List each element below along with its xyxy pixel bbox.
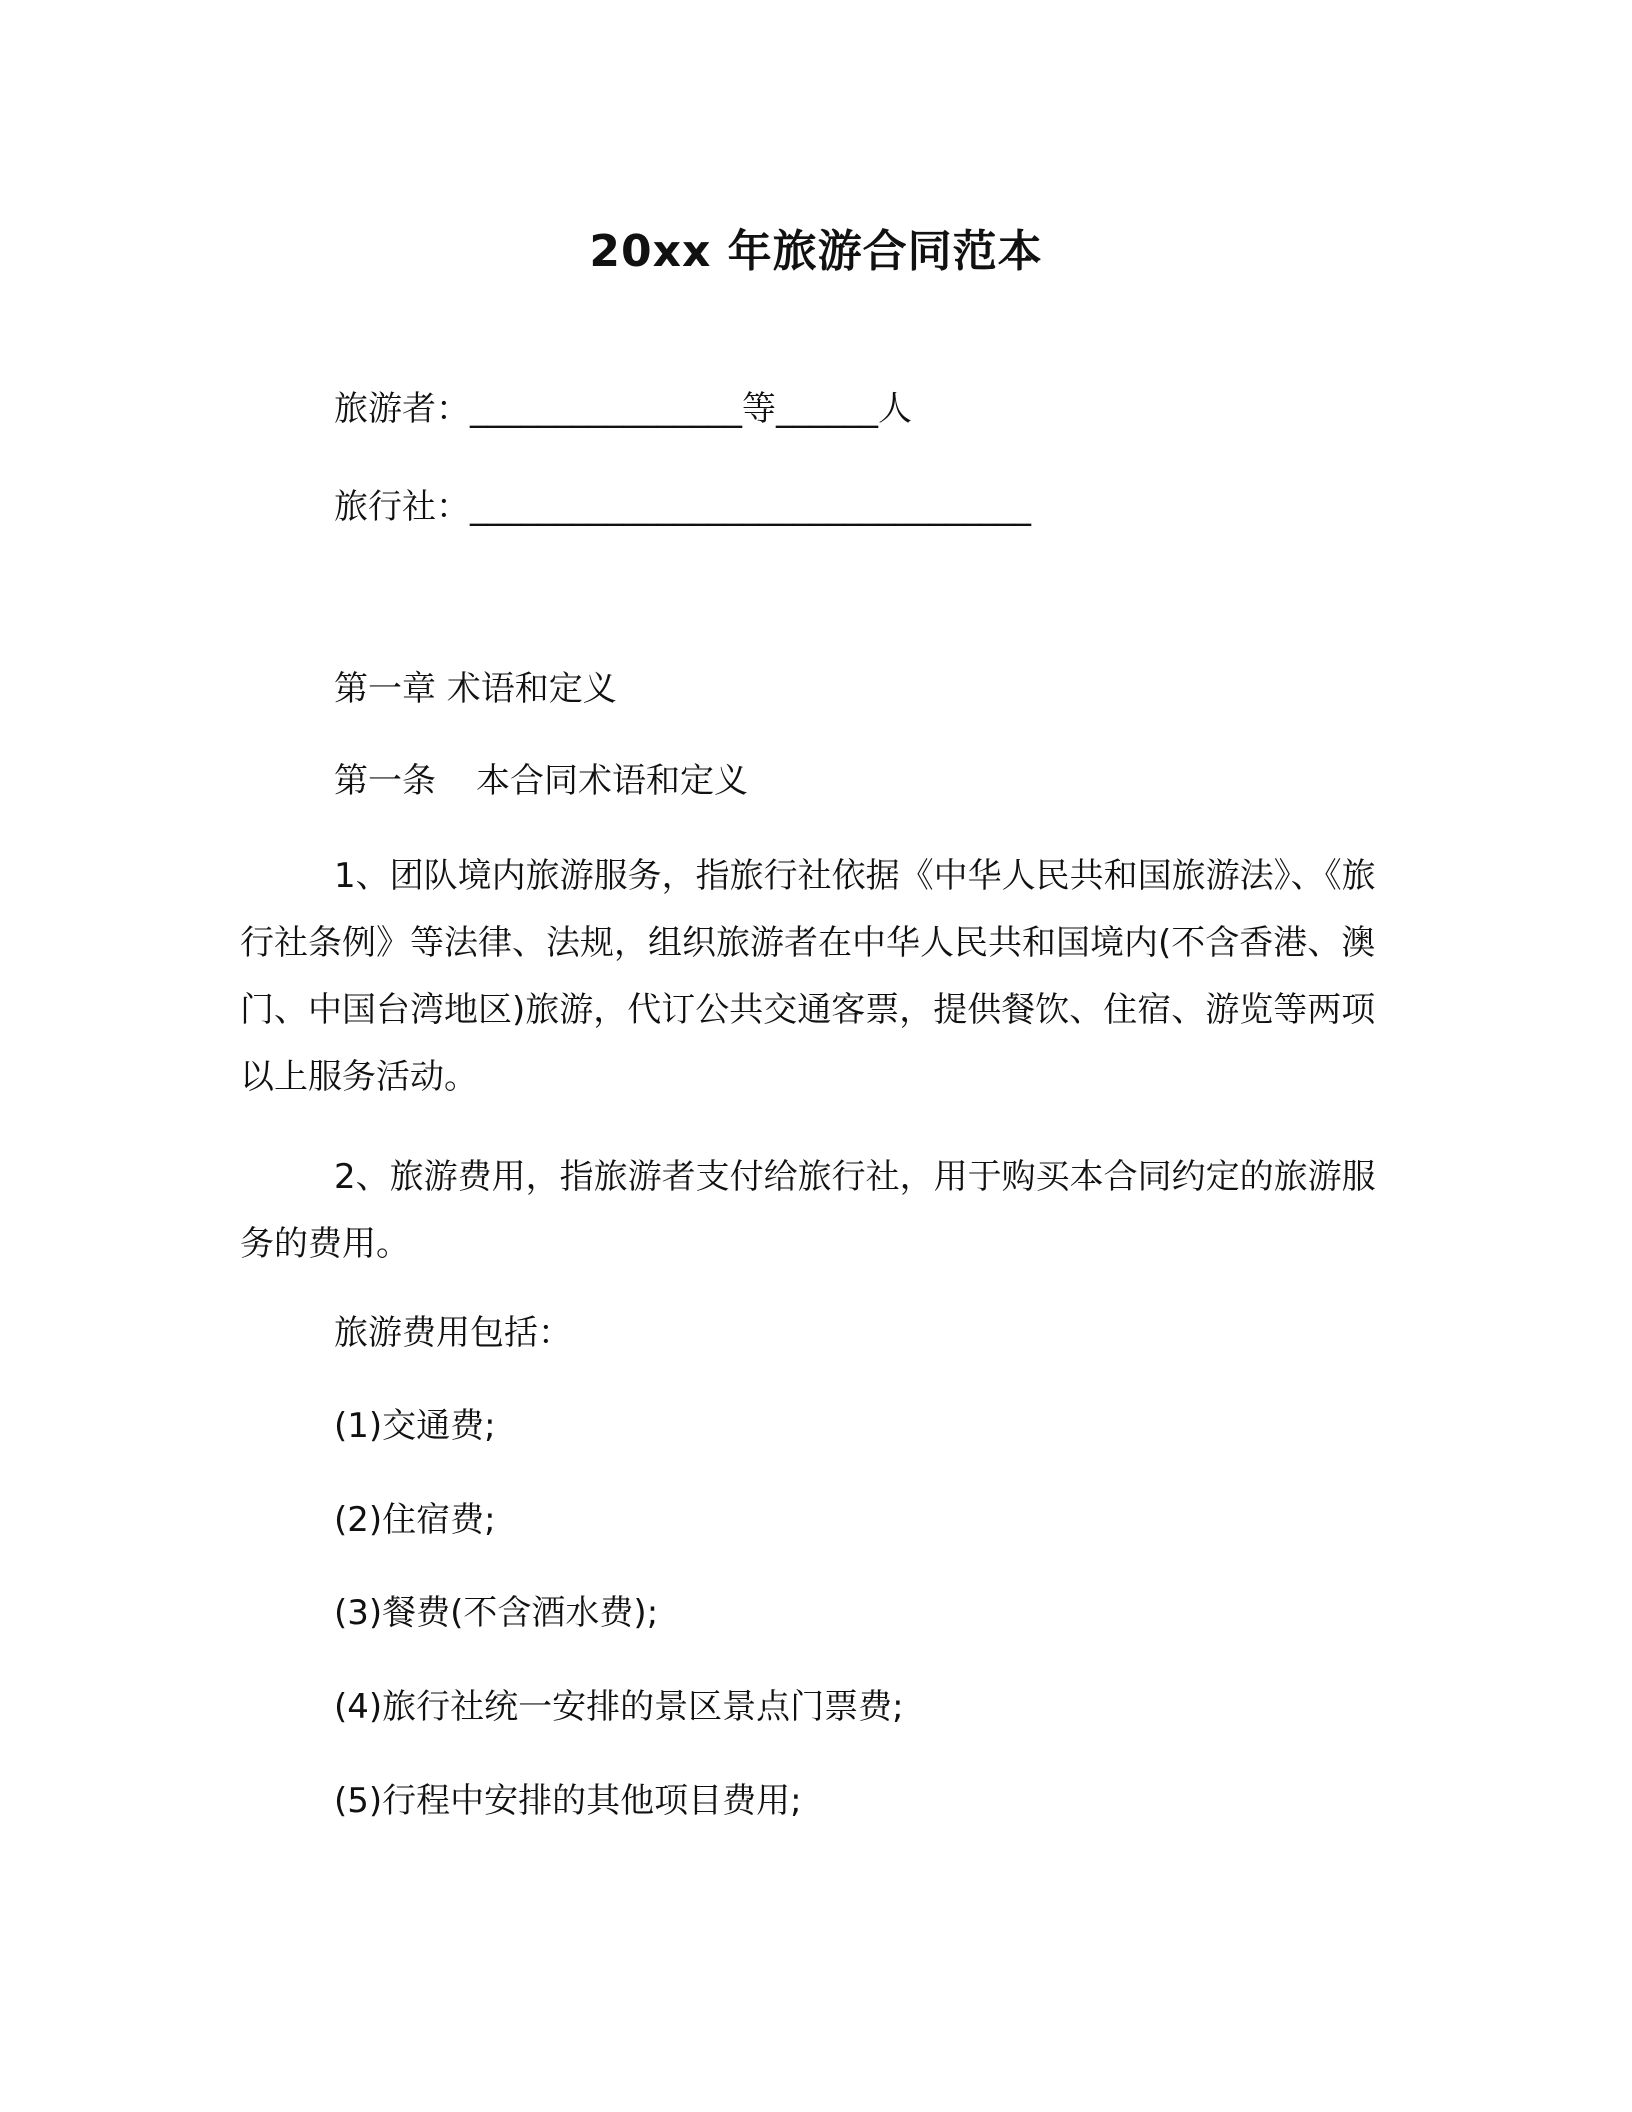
clause-2: 2、旅游费用，指旅游者支付给旅行社，用于购买本合同约定的旅游服务的费用。 — [240, 1157, 1376, 1264]
document-title: 20xx 年旅游合同范本 — [589, 226, 1043, 277]
article-title: 本合同术语和定义 — [476, 761, 748, 801]
tourist-ren: 人 — [878, 389, 912, 429]
chapter-heading: 第一章 术语和定义 — [334, 669, 617, 709]
fees-intro: 旅游费用包括： — [334, 1313, 572, 1353]
article-heading — [334, 758, 748, 804]
tourist-label: 旅游者： — [334, 389, 470, 429]
fee-item: (3)餐费(不含酒水费); — [334, 1593, 659, 1633]
tourist-count-blank: ______ — [776, 389, 878, 429]
fee-item: (4)旅行社统一安排的景区景点门票费; — [334, 1687, 904, 1727]
agency-label: 旅行社： — [334, 487, 470, 527]
fee-item: (2)住宿费; — [334, 1500, 496, 1540]
tourist-deng: 等 — [742, 389, 776, 429]
agency-name-blank: _________________________________ — [470, 487, 1031, 527]
fee-item: (1)交通费; — [334, 1406, 496, 1446]
clause-1: 1、团队境内旅游服务，指旅行社依据《中华人民共和国旅游法》、《旅行社条例》等法律、法规，组织旅游者在中华人民共和国境内(不含香港、澳门、中国台湾地区)旅游，代订公共交通客票，提供餐饮、住宿、游览等两项以上服务活动。 — [240, 856, 1376, 1097]
agency-line — [334, 484, 1031, 530]
tourist-name-blank: ________________ — [470, 389, 742, 429]
article-number: 第一条 — [334, 761, 436, 801]
fee-item: (5)行程中安排的其他项目费用; — [334, 1781, 802, 1821]
tourist-line — [334, 386, 912, 432]
